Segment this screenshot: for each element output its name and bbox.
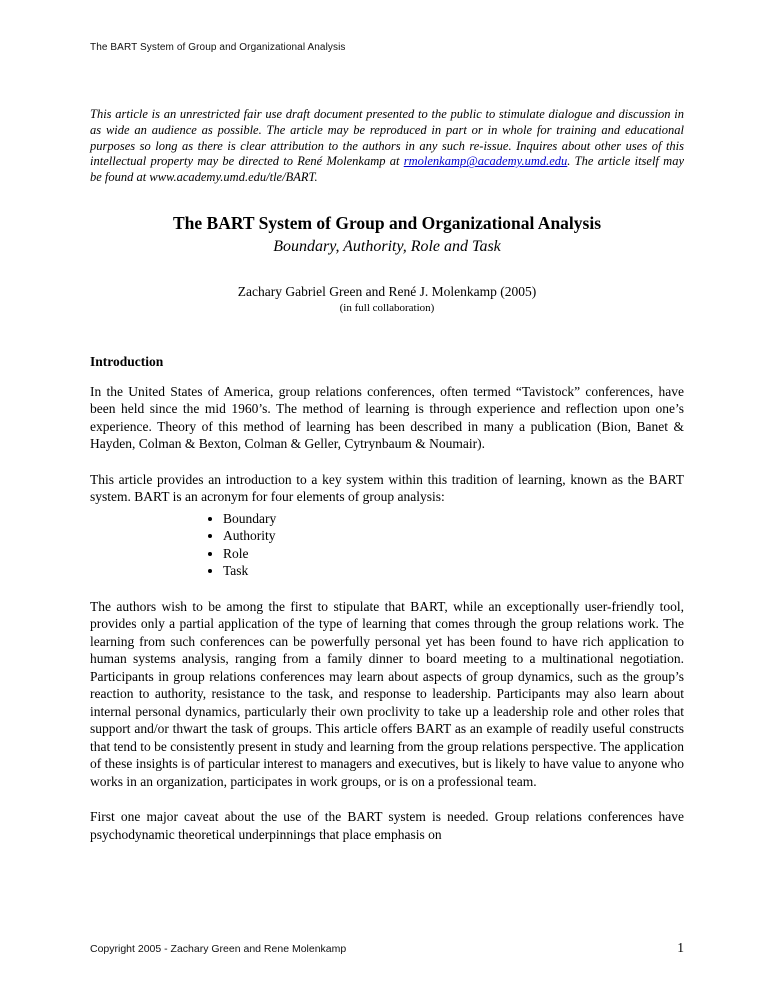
paragraph-1: In the United States of America, group relations conferences, often termed “Tavistock” conferences, have been held since the mid 1960’s. The method of learning is through experience and reflection upon one’s experience. Theory of this method of learning has been described in many a publication (Bion, Banet & Hayden, Colman & Bexton, Colman & Geller, Cytrynbaum & Noumair). (90, 383, 684, 452)
page-content (0, 107, 773, 843)
disclaimer-text-2: . The article itself may be found at www.academy.umd.edu/tle/BART. (90, 154, 684, 185)
bullet-item-authority: • Authority (223, 527, 684, 545)
bullet-item-task: • Task (223, 562, 684, 580)
document-title: The BART System of Group and Organizational Analysis (172, 212, 602, 233)
document-subtitle: Boundary, Authority, Role and Task (273, 237, 501, 255)
section-heading-introduction: Introduction (90, 353, 164, 369)
bullet-item-role: • Role (223, 545, 684, 563)
page-header (0, 0, 773, 53)
disclaimer-paragraph (90, 107, 684, 186)
footer-copyright: Copyright 2005 - Zachary Green and Rene Molenkamp (90, 943, 347, 955)
bart-bullet-list (90, 510, 684, 580)
paragraph-3: The authors wish to be among the first to stipulate that BART, while an exceptionally user-friendly tool, provides only a partial application of the type of learning that comes through the group relations work. The learning from such conferences can be powerfully personal yet has been found to have rich application to human systems analysis, ranging from a family dinner to board meeting to a multinational negotiation. Participants in group relations conferences may learn about aspects of group dynamics, such as the group’s reaction to authority, resistance to the task, and response to leadership. Participants may also learn about internal personal dynamics, particularly their own proclivity to take up a leadership role and other roles that support and/or thwart the task of groups. This article offers BART as an example of readily useful constructs that tend to be consistently present in study and learning from the group relations perspective. The application of these insights is of particular interest to managers and executives, but is likely to have value to anyone who works in an organization, participates in work groups, or is on a professional team. (90, 598, 684, 789)
disclaimer-text-1: This article is an unrestricted fair use draft document presented to the public to stimulate dialogue and discussion in as wide an audience as possible. The article may be reproduced in part or in whole for training and educational purposes so long as there is clear attribution to the authors in any such re-issue. Inquires about other uses of this intellectual property may be directed to René Molenkamp at (90, 107, 684, 169)
authors-line: Zachary Gabriel Green and René J. Molenkamp (2005) (237, 283, 537, 299)
header-title: The BART System of Group and Organizational Analysis (90, 42, 346, 53)
page-footer (90, 940, 684, 956)
page-number: 1 (677, 940, 684, 955)
paragraph-2: This article provides an introduction to a key system within this tradition of learning, known as the BART system. BART is an acronym for four elements of group analysis: (90, 471, 684, 505)
bullet-item-boundary: • Boundary (223, 510, 684, 528)
paragraph-4: First one major caveat about the use of the BART system is needed. Group relations conferences have psychodynamic theoretical underpinnings that place emphasis on (90, 809, 684, 842)
collaboration-note: (in full collaboration) (339, 301, 435, 314)
email-link[interactable]: rmolenkamp@academy.umd.edu (403, 154, 568, 169)
